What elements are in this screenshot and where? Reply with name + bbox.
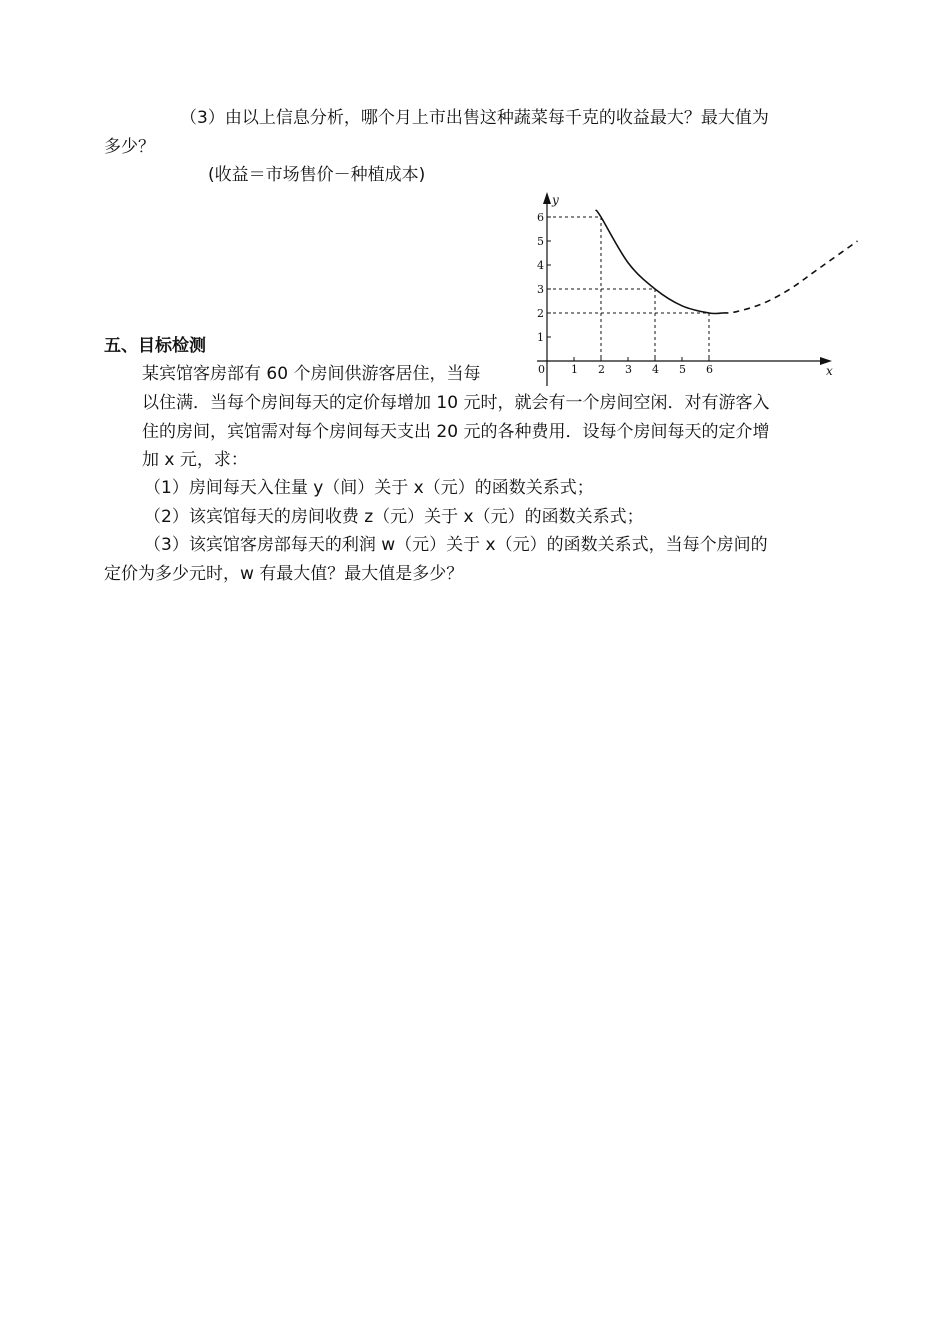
solid-curve: [596, 210, 723, 314]
x-tick-label: 1: [571, 363, 578, 376]
problem-sub3-line2: 定价为多少元时，w 有最大值？最大值是多少？: [104, 564, 464, 584]
axes: [537, 192, 832, 386]
problem-line4: 加 x 元，求：: [142, 450, 248, 470]
q3-note: (收益＝市场售价－种植成本): [208, 165, 426, 185]
reference-lines: [547, 217, 709, 361]
function-graph: [510, 186, 860, 386]
x-tick-label: 5: [679, 363, 686, 376]
problem-line2: 以住满．当每个房间每天的定价每增加 10 元时，就会有一个房间空闲．对有游客入: [142, 393, 770, 413]
x-tick-label: 4: [652, 363, 659, 376]
dashed-curve: [723, 241, 858, 313]
curves: [596, 210, 858, 314]
y-tick-label: 6: [537, 211, 544, 224]
problem-sub2: （2）该宾馆每天的房间收费 z（元）关于 x（元）的函数关系式；: [144, 507, 644, 527]
y-tick-label: 1: [537, 331, 544, 344]
x-tick-label: 6: [706, 363, 713, 376]
x-tick-label: 2: [598, 363, 605, 376]
problem-sub1: （1）房间每天入住量 y（间）关于 x（元）的函数关系式；: [144, 478, 594, 498]
problem-sub3-line1: （3）该宾馆客房部每天的利润 w（元）关于 x（元）的函数关系式，当每个房间的: [144, 535, 768, 555]
problem-line1: 某宾馆客房部有 60 个房间供游客居住，当每: [142, 364, 481, 384]
y-axis-arrow: [543, 192, 551, 204]
origin-label: 0: [538, 363, 545, 376]
q3-line1: （3）由以上信息分析，哪个月上市出售这种蔬菜每千克的收益最大？最大值为: [180, 108, 769, 128]
y-tick-label: 4: [537, 259, 544, 272]
y-axis-label: y: [552, 193, 559, 207]
y-tick-label: 5: [537, 235, 544, 248]
x-tick-label: 3: [625, 363, 632, 376]
problem-line3: 住的房间，宾馆需对每个房间每天支出 20 元的各种费用．设每个房间每天的定介增: [142, 422, 770, 442]
tick-labels: [537, 193, 833, 378]
y-tick-label: 3: [537, 283, 544, 296]
y-tick-label: 2: [537, 307, 544, 320]
section-title: 五、目标检测: [104, 336, 206, 356]
q3-line2: 多少？: [104, 137, 155, 157]
x-axis-label: x: [826, 364, 833, 378]
